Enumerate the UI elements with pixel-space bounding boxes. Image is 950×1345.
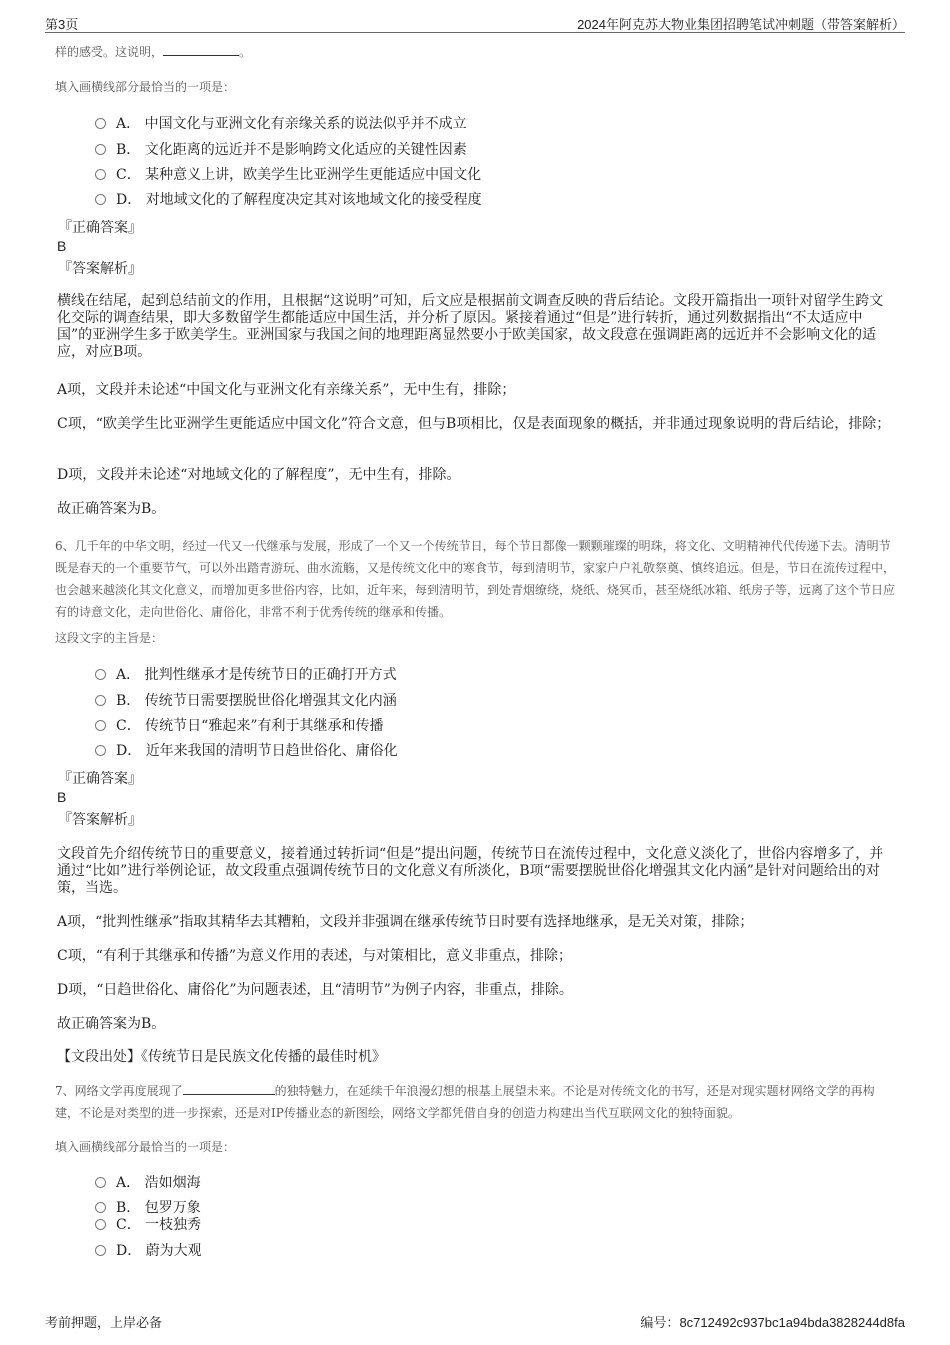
header-divider bbox=[45, 32, 905, 33]
q7-option-a[interactable] bbox=[95, 1172, 201, 1194]
q6-option-d[interactable] bbox=[95, 740, 398, 762]
document-code bbox=[640, 1312, 905, 1331]
q6-source: 【文段出处】《传统节日是民族文化传播的最佳时机》 bbox=[57, 1049, 386, 1065]
q5-option-d[interactable] bbox=[95, 189, 482, 211]
footer-slogan: 考前押题，上岸必备 bbox=[45, 1315, 163, 1330]
q5-option-c[interactable] bbox=[95, 164, 481, 186]
continuation-text: 样的感受。这说明， bbox=[55, 45, 164, 59]
option-letter: C． bbox=[116, 167, 141, 183]
q5-answer-label: 『正确答案』 bbox=[58, 220, 142, 236]
q6-analysis-label: 『答案解析』 bbox=[58, 812, 142, 828]
q6-analysis-c: C项，“有利于其继承和传播”为意义作用的表述，与对策相比，意义非重点，排除； bbox=[57, 948, 573, 964]
q5-conclusion: 故正确答案为B。 bbox=[57, 501, 166, 517]
option-letter: B． bbox=[116, 1200, 141, 1216]
radio-icon[interactable] bbox=[95, 669, 106, 680]
q7-prompt: 填入画横线部分最恰当的一项是： bbox=[55, 1140, 236, 1154]
option-letter: B． bbox=[116, 693, 141, 709]
page-number: 第3页 bbox=[45, 17, 79, 32]
q5-option-a[interactable] bbox=[95, 113, 467, 135]
option-text: 对地域文化的了解程度决定其对该地域文化的接受程度 bbox=[145, 192, 482, 208]
q6-answer: B bbox=[57, 789, 67, 805]
fill-blank bbox=[183, 1082, 275, 1095]
option-letter: B． bbox=[116, 142, 141, 158]
q6-option-a[interactable] bbox=[95, 664, 397, 686]
radio-icon[interactable] bbox=[95, 1245, 106, 1256]
radio-icon[interactable] bbox=[95, 695, 106, 706]
q7-option-c[interactable] bbox=[95, 1214, 201, 1236]
radio-icon[interactable] bbox=[95, 1177, 106, 1188]
option-text: 蔚为大观 bbox=[145, 1243, 202, 1259]
q6-analysis-main: 文段首先介绍传统节日的重要意义，接着通过转折词“但是”提出问题，传统节日在流传过程中，文化意义淡化了，世俗内容增多了，并通过“比如”进行举例论证，故文段重点强调传统节日的文化意义有所淡化，B项“需要摆脱世俗化增强其文化内涵”是针对问题给出的对策，当选。 bbox=[57, 846, 884, 896]
radio-icon[interactable] bbox=[95, 745, 106, 756]
q5-analysis-label: 『答案解析』 bbox=[58, 261, 142, 277]
option-letter: D． bbox=[116, 1243, 142, 1259]
document-title: 2024年阿克苏大物业集团招聘笔试冲刺题（带答案解析） bbox=[577, 17, 905, 32]
option-letter: D． bbox=[116, 192, 142, 208]
q6-conclusion: 故正确答案为B。 bbox=[57, 1016, 166, 1032]
q7-stem-start: 7、网络文学再度展现了 bbox=[55, 1084, 183, 1098]
radio-icon[interactable] bbox=[95, 169, 106, 180]
option-text: 一枝独秀 bbox=[145, 1217, 202, 1233]
radio-icon[interactable] bbox=[95, 1202, 106, 1213]
option-text: 传统节日“雅起来”有利于其继承和传播 bbox=[145, 718, 384, 734]
option-text: 中国文化与亚洲文化有亲缘关系的说法似乎并不成立 bbox=[144, 116, 467, 132]
option-text: 包罗万象 bbox=[144, 1200, 201, 1216]
option-letter: A． bbox=[116, 1175, 141, 1191]
page-header bbox=[45, 14, 905, 34]
q6-stem: 6、几千年的中华文明，经过一代又一代继承与发展，形成了一个又一个传统节日，每个节日都像一颗颗璀璨的明珠，将文化、文明精神代代传递下去。清明节既是春天的一个重要节气，可以外出踏青游玩、曲水流觞，又是传统文化中的寒食节，每到清明节，家家户户礼敬祭奠、慎终追远。但是，节日在流传过程中，也会越来越淡化其文化意义，而增加更多世俗内容，比如，近年来，每到清明节，到处青烟缭绕，烧纸、烧冥币，甚至烧纸冰箱、纸房子等，远离了这个节日应有的诗意文化，走向世俗化、庸俗化，非常不利于优秀传统的继承和传播。 bbox=[55, 539, 896, 619]
radio-icon[interactable] bbox=[95, 1219, 106, 1230]
option-letter: A． bbox=[116, 667, 141, 683]
q5-analysis-a: A项，文段并未论述“中国文化与亚洲文化有亲缘关系”，无中生有，排除； bbox=[57, 382, 516, 398]
code-value: 8c712492c937bc1a94bda3828244d8fa bbox=[679, 1315, 905, 1330]
q7-option-d[interactable] bbox=[95, 1240, 202, 1262]
continuation-end: 。 bbox=[239, 45, 252, 59]
q6-answer-label: 『正确答案』 bbox=[58, 771, 142, 787]
q6-analysis-a: A项，“批判性继承”指取其精华去其糟粕，文段并非强调在继承传统节日时要有选择地继承，是无关对策，排除； bbox=[57, 914, 754, 930]
q5-analysis-main: 横线在结尾，起到总结前文的作用，且根据“这说明”可知，后文应是根据前文调查反映的背后结论。文段开篇指出一项针对留学生跨文化交际的调查结果，即大多数留学生都能适应中国生活，并分析了原因。紧接着通过“但是”进行转折，通过列数据指出“不太适应中国”的亚洲学生多于欧美学生。亚洲国家与我国之间的地理距离显然要小于欧美国家，故文段意在强调距离的远近并不会影响文化的适应，对应B项。 bbox=[57, 293, 884, 360]
option-letter: D． bbox=[116, 743, 142, 759]
radio-icon[interactable] bbox=[95, 194, 106, 205]
option-letter: A． bbox=[116, 116, 141, 132]
q5-prompt: 填入画横线部分最恰当的一项是： bbox=[55, 80, 236, 94]
option-letter: C． bbox=[116, 1217, 141, 1233]
option-text: 浩如烟海 bbox=[144, 1175, 201, 1191]
option-text: 批判性继承才是传统节日的正确打开方式 bbox=[144, 667, 397, 683]
option-text: 传统节日需要摆脱世俗化增强其文化内涵 bbox=[144, 693, 397, 709]
radio-icon[interactable] bbox=[95, 720, 106, 731]
q7-stem-rest: 的独特魅力，在延续千年浪漫幻想的根基上展望未来。不论是对传统文化的书写，还是对现实题材网络文学的再构建，不论是对类型的进一步探索，还是对IP传播业态的新图绘，网络文学都凭借自身的创造力构建出当代互联网文化的独特面貌。 bbox=[55, 1084, 875, 1120]
q7-stem bbox=[55, 1080, 895, 1124]
q6-analysis-d: D项，“日趋世俗化、庸俗化”为问题表述，且“清明节”为例子内容，非重点，排除。 bbox=[57, 982, 573, 998]
q6-option-b[interactable] bbox=[95, 690, 397, 712]
code-label: 编号： bbox=[640, 1315, 680, 1330]
continuation-line bbox=[55, 41, 251, 63]
radio-icon[interactable] bbox=[95, 118, 106, 129]
q5-analysis-d: D项，文段并未论述“对地域文化的了解程度”，无中生有，排除。 bbox=[57, 467, 461, 483]
option-text: 文化距离的远近并不是影响跨文化适应的关键性因素 bbox=[144, 142, 467, 158]
q6-prompt: 这段文字的主旨是： bbox=[55, 631, 164, 645]
q5-analysis-c: C项，“欧美学生比亚洲学生更能适应中国文化”符合文意，但与B项相比，仅是表面现象的概括，并非通过现象说明的背后结论，排除； bbox=[57, 416, 891, 432]
radio-icon[interactable] bbox=[95, 144, 106, 155]
q5-answer: B bbox=[57, 238, 67, 254]
q6-option-c[interactable] bbox=[95, 715, 384, 737]
option-text: 某种意义上讲，欧美学生比亚洲学生更能适应中国文化 bbox=[145, 167, 482, 183]
q5-option-b[interactable] bbox=[95, 139, 467, 161]
option-letter: C． bbox=[116, 718, 141, 734]
fill-blank bbox=[163, 43, 239, 56]
option-text: 近年来我国的清明节日趋世俗化、庸俗化 bbox=[145, 743, 398, 759]
